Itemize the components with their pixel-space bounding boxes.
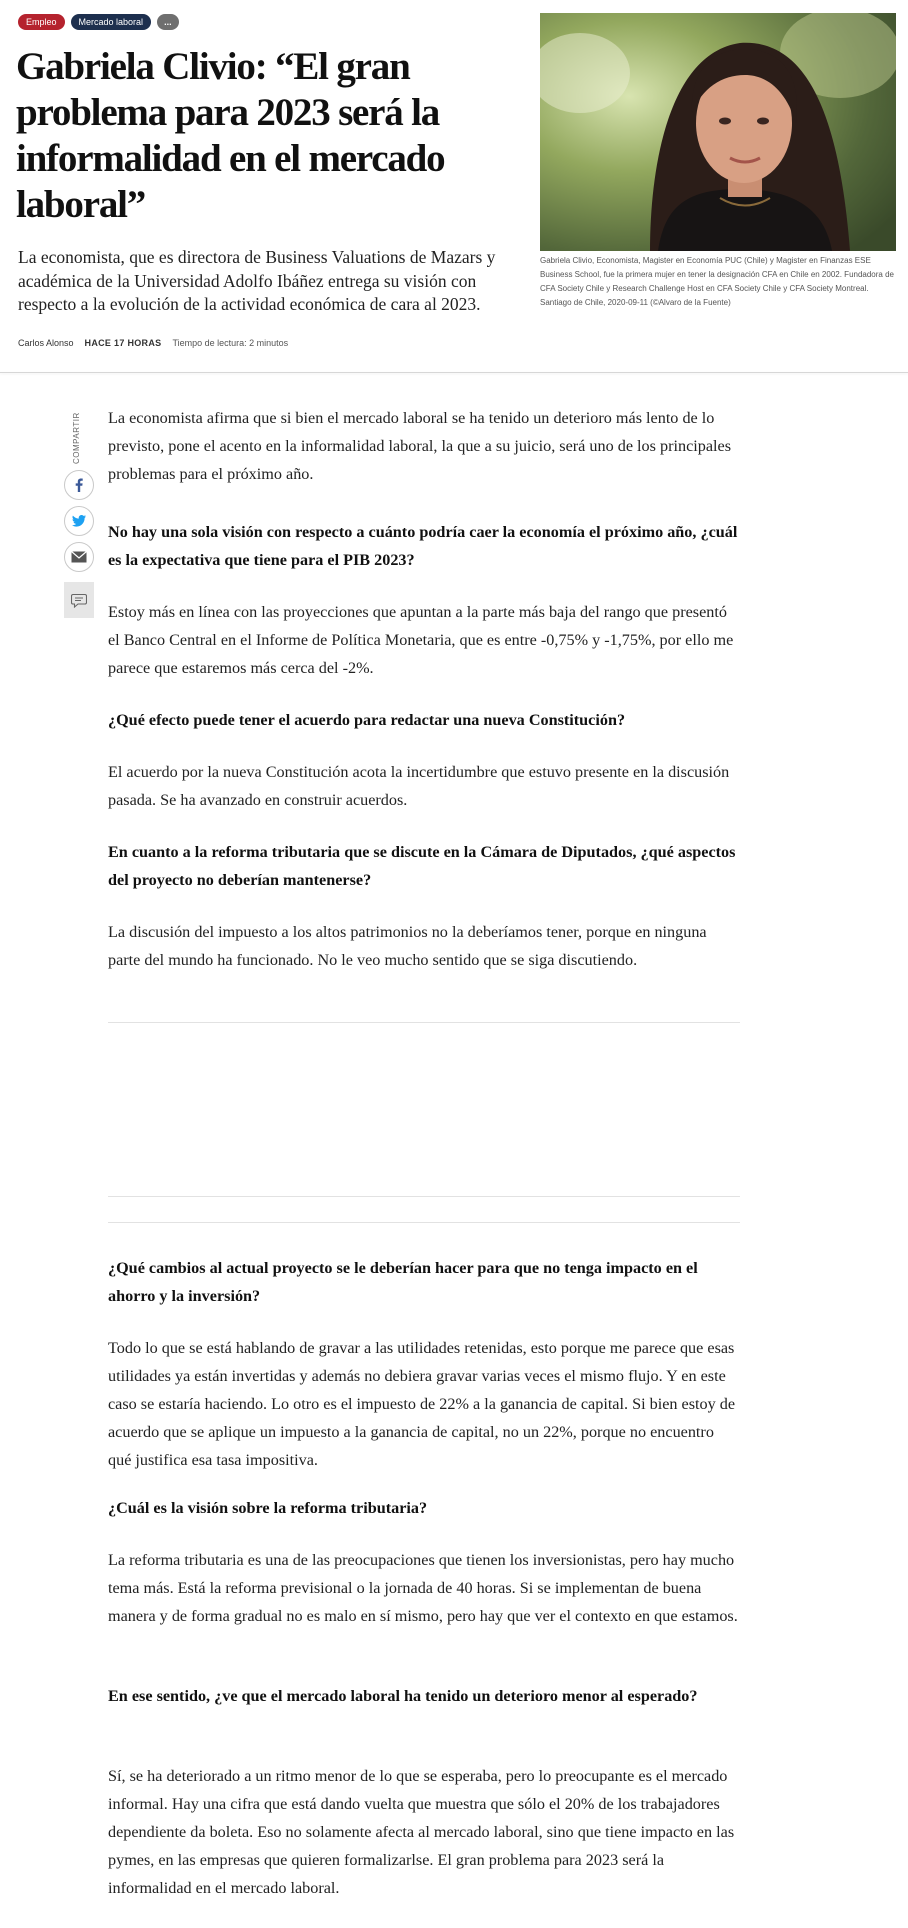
comment-icon (71, 593, 87, 608)
interview-answer: La reforma tributaria es una de las preocupaciones que tienen los inversionistas, pero hay mucho tema más. Está la reforma previsional o la jornada de 40 horas. Si se implementan de buena manera y de forma gradual no es malo en sí mismo, pero hay que ver el contexto en que estamos. (108, 1551, 738, 1625)
tag-empleo[interactable]: Empleo (18, 14, 65, 30)
interview-question: En cuanto a la reforma tributaria que se discute en la Cámara de Diputados, ¿qué aspectos del proyecto no deberían mantenerse? (108, 843, 736, 889)
mail-share-button[interactable] (64, 542, 94, 572)
article-header (0, 0, 908, 372)
twitter-icon (72, 515, 86, 527)
interview-question: No hay una sola visión con respecto a cuánto podría caer la economía el próximo año, ¿cuál es la expectativa que tiene para el PIB 2023? (108, 523, 738, 569)
facebook-icon (72, 478, 86, 492)
ad-slot-top-divider (108, 1022, 740, 1023)
interview-answer: Estoy más en línea con las proyecciones que apuntan a la parte más baja del rango que presentó el Banco Central en el Informe de Política Monetaria, que es entre -0,75% y -1,75%, por ello me parece que estaremos más cerca del -2%. (108, 603, 734, 677)
photo-caption: Gabriela Clivio, Economista, Magister en Economía PUC (Chile) y Magister en Finanzas ESE Business School, fue la primera mujer en tener la designación CFA en Chile en 2002. Fundadora de CFA Society Chile y Research Challenge Host en CFA Society Chile y CFA Society Montreal. Santiago de Chile, 2020-09-11 (©Alvaro de la Fuente) (540, 256, 894, 307)
interview-answer: La discusión del impuesto a los altos patrimonios no la deberíamos tener, porque en ninguna parte del mundo ha funcionado. No le veo mucho sentido que se siga discutiendo. (108, 923, 707, 969)
mail-icon (71, 551, 87, 563)
reading-time: Tiempo de lectura: 2 minutos (172, 338, 289, 348)
facebook-share-button[interactable] (64, 470, 94, 500)
tag-list (18, 14, 179, 30)
interview-question: ¿Cuál es la visión sobre la reforma tributaria? (108, 1499, 428, 1517)
portrait-illustration (540, 13, 896, 251)
interview-answer: Sí, se ha deteriorado a un ritmo menor de lo que se esperaba, pero lo preocupante es el mercado informal. Hay una cifra que está dando vuelta que muestra que sólo el 20% de los trabajadores dependiente da boleta. Eso no solamente afecta al mercado laboral, sino que tiene impacto en las pymes, en las empresas que quieren formalizarlse. El gran problema para 2023 será la informalidad en el mercado laboral. (108, 1767, 735, 1897)
publish-time: HACE 17 HORAS (84, 338, 162, 348)
ad-slot-bottom-divider (108, 1196, 740, 1197)
interview-question: ¿Qué cambios al actual proyecto se le deberían hacer para que no tenga impacto en el ahorro y la inversión? (108, 1259, 698, 1305)
interview-question: ¿Qué efecto puede tener el acuerdo para redactar una nueva Constitución? (108, 711, 626, 729)
interview-answer: El acuerdo por la nueva Constitución acota la incertidumbre que estuvo presente en la discusión pasada. Se ha avanzado en construir acuerdos. (108, 763, 730, 809)
article-photo (540, 13, 896, 251)
byline (18, 338, 288, 348)
author-link[interactable]: Carlos Alonso (18, 338, 74, 348)
section-divider (108, 1222, 740, 1223)
tag-more-button[interactable]: ... (157, 14, 179, 30)
comment-button[interactable] (64, 582, 94, 618)
tag-mercado-laboral[interactable]: Mercado laboral (71, 14, 152, 30)
header-divider (0, 372, 908, 373)
share-label: COMPARTIR (72, 412, 81, 464)
twitter-share-button[interactable] (64, 506, 94, 536)
interview-question: En ese sentido, ¿ve que el mercado laboral ha tenido un deterioro menor al esperado? (108, 1687, 698, 1705)
article-subtitle: La economista, que es directora de Business Valuations de Mazars y académica de la Universidad Adolfo Ibáñez entrega su visión con respecto a la evolución de la actividad económica de cara al 2023. (18, 247, 496, 314)
article-title: Gabriela Clivio: “El gran problema para 2023 será la informalidad en el mercado laboral” (16, 45, 445, 226)
article-paragraph: La economista afirma que si bien el mercado laboral se ha tenido un deterioro más lento de lo previsto, pone el acento en la informalidad laboral, la que a su juicio, será uno de los principales problemas para el próximo año. (108, 409, 732, 483)
interview-answer: Todo lo que se está hablando de gravar a las utilidades retenidas, esto porque me parece que esas utilidades ya están invertidas y además no debiera gravar varias veces el mismo flujo. Y en este caso se estaría haciendo. Lo otro es el impuesto de 22% a la ganancia de capital. Si bien estoy de acuerdo que se aplique un impuesto a la ganancia de capital, no un 22%, porque no encuentro qué justifica esa tasa impositiva. (108, 1339, 736, 1469)
